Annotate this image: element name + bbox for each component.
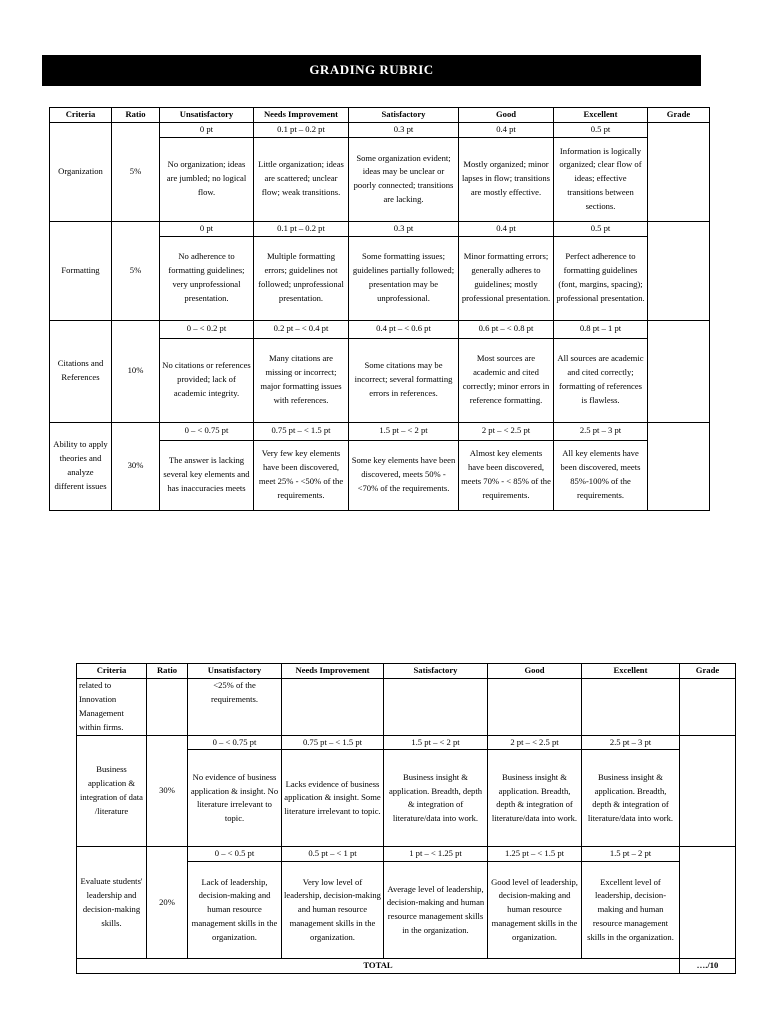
points-cell: 1.25 pt – < 1.5 pt bbox=[488, 847, 582, 862]
criteria-cell: Organization bbox=[50, 122, 112, 221]
grade-cell[interactable] bbox=[648, 122, 710, 221]
header-needs-improvement: Needs Improvement bbox=[254, 108, 349, 123]
description-cell: Multiple formatting errors; guidelines not followed; unprofessional presentation. bbox=[254, 236, 349, 320]
description-cell bbox=[582, 678, 680, 735]
grade-cell[interactable] bbox=[680, 847, 736, 959]
criteria-cell: Business application & integration of data /literature bbox=[77, 735, 147, 847]
header-needs-improvement: Needs Improvement bbox=[282, 664, 384, 679]
description-cell: No organization; ideas are jumbled; no logical flow. bbox=[160, 137, 254, 221]
points-cell: 0.5 pt bbox=[554, 221, 648, 236]
description-cell bbox=[384, 678, 488, 735]
criteria-cell: Ability to apply theories and analyze different issues bbox=[50, 422, 112, 510]
points-row bbox=[50, 422, 710, 440]
points-cell: 0.8 pt – 1 pt bbox=[554, 320, 648, 338]
points-row bbox=[77, 847, 736, 862]
header-ratio: Ratio bbox=[112, 108, 160, 123]
header-grade: Grade bbox=[680, 664, 736, 679]
description-cell: No citations or references provided; lack of academic integrity. bbox=[160, 338, 254, 422]
description-cell: Mostly organized; minor lapses in flow; transitions are mostly effective. bbox=[459, 137, 554, 221]
points-cell: 0 – < 0.75 pt bbox=[160, 422, 254, 440]
header-criteria: Criteria bbox=[50, 108, 112, 123]
description-cell: No evidence of business application & insight. No literature irrelevant to topic. bbox=[188, 750, 282, 847]
description-cell: Little organization; ideas are scattered; unclear flow; weak transitions. bbox=[254, 137, 349, 221]
description-cell: Very low level of leadership, decision-making and human resource management skills in the organization. bbox=[282, 862, 384, 959]
header-row bbox=[77, 664, 736, 679]
description-cell: Some key elements have been discovered, meets 50% - <70% of the requirements. bbox=[349, 440, 459, 510]
description-cell: Perfect adherence to formatting guidelines (font, margins, spacing); professional presentation. bbox=[554, 236, 648, 320]
description-cell: No adherence to formatting guidelines; very unprofessional presentation. bbox=[160, 236, 254, 320]
points-row bbox=[50, 320, 710, 338]
description-cell: Business insight & application. Breadth, depth & integration of literature/data into work. bbox=[582, 750, 680, 847]
header-excellent: Excellent bbox=[554, 108, 648, 123]
points-cell: 0.75 pt – < 1.5 pt bbox=[254, 422, 349, 440]
header-excellent: Excellent bbox=[582, 664, 680, 679]
points-cell: 0.3 pt bbox=[349, 221, 459, 236]
description-cell: Business insight & application. Breadth, depth & integration of literature/data into work. bbox=[384, 750, 488, 847]
header-ratio: Ratio bbox=[147, 664, 188, 679]
grade-cell[interactable] bbox=[680, 735, 736, 847]
criteria-cell: Citations and References bbox=[50, 320, 112, 422]
description-cell: Business insight & application. Breadth, depth & integration of literature/data into work. bbox=[488, 750, 582, 847]
points-cell: 0.2 pt – < 0.4 pt bbox=[254, 320, 349, 338]
description-cell: Some organization evident; ideas may be unclear or poorly connected; transitions are lacking. bbox=[349, 137, 459, 221]
description-cell: The answer is lacking several key elements and has inaccuracies meets bbox=[160, 440, 254, 510]
points-cell: 0.75 pt – < 1.5 pt bbox=[282, 735, 384, 750]
description-cell: Lacks evidence of business application & insight. Some literature irrelevant to topic. bbox=[282, 750, 384, 847]
points-cell: 1.5 pt – < 2 pt bbox=[349, 422, 459, 440]
description-cell: All sources are academic and cited correctly; formatting of references is flawless. bbox=[554, 338, 648, 422]
points-cell: 0 pt bbox=[160, 221, 254, 236]
points-cell: 0.1 pt – 0.2 pt bbox=[254, 221, 349, 236]
description-cell: Information is logically organized; clear flow of ideas; effective transitions between sections. bbox=[554, 137, 648, 221]
ratio-cell: 30% bbox=[112, 422, 160, 510]
grade-cell[interactable] bbox=[648, 320, 710, 422]
points-cell: 0.4 pt bbox=[459, 221, 554, 236]
points-cell: 2 pt – < 2.5 pt bbox=[459, 422, 554, 440]
points-cell: 0 – < 0.5 pt bbox=[188, 847, 282, 862]
description-cell: Some formatting issues; guidelines partially followed; presentation may be unprofessional. bbox=[349, 236, 459, 320]
description-cell: Minor formatting errors; generally adheres to guidelines; mostly professional presentation. bbox=[459, 236, 554, 320]
header-satisfactory: Satisfactory bbox=[349, 108, 459, 123]
header-row bbox=[50, 108, 710, 123]
points-cell: 0.4 pt bbox=[459, 122, 554, 137]
header-good: Good bbox=[488, 664, 582, 679]
header-criteria: Criteria bbox=[77, 664, 147, 679]
description-cell: <25% of the requirements. bbox=[188, 678, 282, 735]
points-cell: 0.3 pt bbox=[349, 122, 459, 137]
points-cell: 0 – < 0.2 pt bbox=[160, 320, 254, 338]
description-cell: All key elements have been discovered, meets 85%-100% of the requirements. bbox=[554, 440, 648, 510]
description-cell: Very few key elements have been discovered, meet 25% - <50% of the requirements. bbox=[254, 440, 349, 510]
ratio-cell: 5% bbox=[112, 221, 160, 320]
page-title: GRADING RUBRIC bbox=[42, 55, 701, 86]
ratio-cell bbox=[147, 678, 188, 735]
header-unsatisfactory: Unsatisfactory bbox=[188, 664, 282, 679]
points-cell: 0.1 pt – 0.2 pt bbox=[254, 122, 349, 137]
grade-cell[interactable] bbox=[680, 678, 736, 735]
points-cell: 2 pt – < 2.5 pt bbox=[488, 735, 582, 750]
total-value: …./10 bbox=[680, 959, 736, 974]
description-cell: Almost key elements have been discovered, meets 70% - < 85% of the requirements. bbox=[459, 440, 554, 510]
points-cell: 1.5 pt – < 2 pt bbox=[384, 735, 488, 750]
header-satisfactory: Satisfactory bbox=[384, 664, 488, 679]
ratio-cell: 30% bbox=[147, 735, 188, 847]
points-cell: 2.5 pt – 3 pt bbox=[554, 422, 648, 440]
points-row bbox=[50, 122, 710, 137]
criteria-cell: Formatting bbox=[50, 221, 112, 320]
criteria-cell: Evaluate students' leadership and decision-making skills. bbox=[77, 847, 147, 959]
points-cell: 0.6 pt – < 0.8 pt bbox=[459, 320, 554, 338]
rubric-table-1 bbox=[49, 107, 710, 511]
points-cell: 2.5 pt – 3 pt bbox=[582, 735, 680, 750]
rubric-table-2 bbox=[76, 663, 736, 974]
total-row bbox=[77, 959, 736, 974]
header-grade: Grade bbox=[648, 108, 710, 123]
points-row bbox=[50, 221, 710, 236]
grade-cell[interactable] bbox=[648, 221, 710, 320]
points-cell: 0.4 pt – < 0.6 pt bbox=[349, 320, 459, 338]
grade-cell[interactable] bbox=[648, 422, 710, 510]
points-cell: 0.5 pt – < 1 pt bbox=[282, 847, 384, 862]
description-cell: Good level of leadership, decision-making and human resource management skills in the organization. bbox=[488, 862, 582, 959]
description-cell: Some citations may be incorrect; several formatting errors in references. bbox=[349, 338, 459, 422]
description-cell: Many citations are missing or incorrect; major formatting issues with references. bbox=[254, 338, 349, 422]
criteria-cell: related to Innovation Management within firms. bbox=[77, 678, 147, 735]
points-cell: 0 pt bbox=[160, 122, 254, 137]
description-cell: Most sources are academic and cited correctly; minor errors in reference formatting. bbox=[459, 338, 554, 422]
points-cell: 0 – < 0.75 pt bbox=[188, 735, 282, 750]
header-good: Good bbox=[459, 108, 554, 123]
description-cell bbox=[488, 678, 582, 735]
ratio-cell: 20% bbox=[147, 847, 188, 959]
description-cell: Average level of leadership, decision-making and human resource management skills in the organization. bbox=[384, 862, 488, 959]
description-cell: Lack of leadership, decision-making and human resource management skills in the organization. bbox=[188, 862, 282, 959]
description-cell bbox=[282, 678, 384, 735]
points-cell: 1 pt – < 1.25 pt bbox=[384, 847, 488, 862]
points-cell: 0.5 pt bbox=[554, 122, 648, 137]
description-cell: Excellent level of leadership, decision-making and human resource management skills in the organization. bbox=[582, 862, 680, 959]
total-label: TOTAL bbox=[77, 959, 680, 974]
continuation-row bbox=[77, 678, 736, 735]
header-unsatisfactory: Unsatisfactory bbox=[160, 108, 254, 123]
points-cell: 1.5 pt – 2 pt bbox=[582, 847, 680, 862]
points-row bbox=[77, 735, 736, 750]
ratio-cell: 5% bbox=[112, 122, 160, 221]
ratio-cell: 10% bbox=[112, 320, 160, 422]
